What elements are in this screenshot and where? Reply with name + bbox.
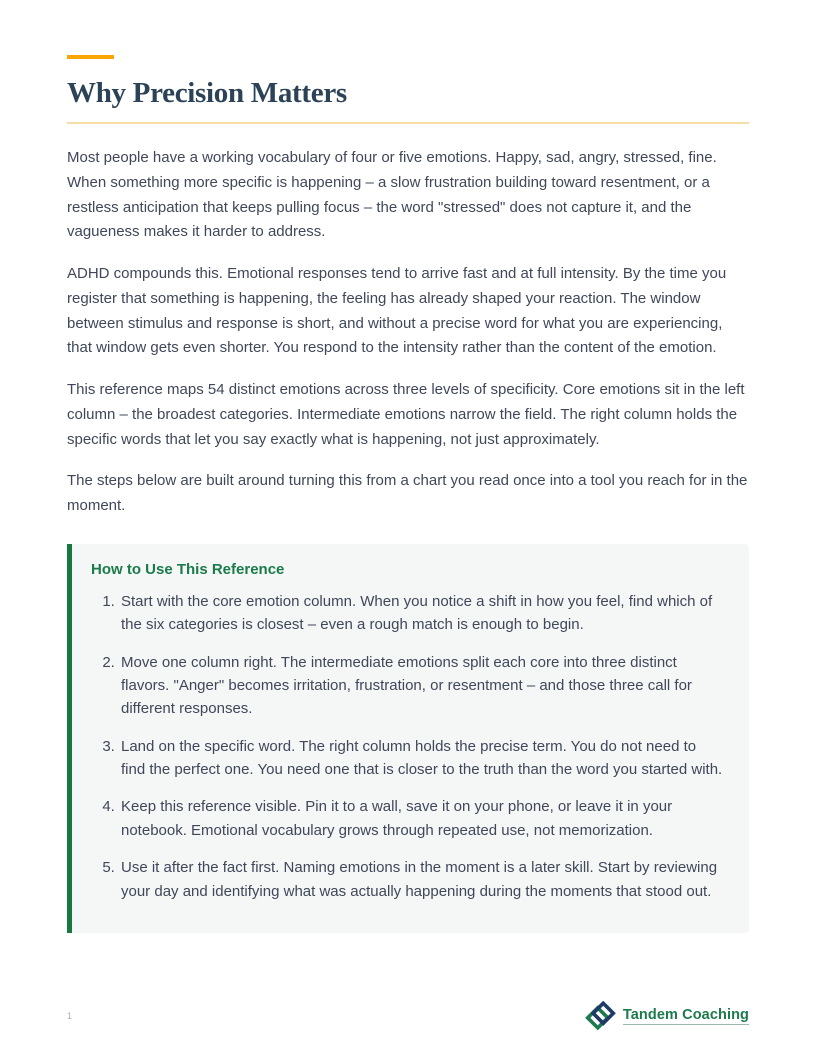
brand-name: Tandem Coaching	[622, 1007, 749, 1023]
callout-steps-list	[91, 590, 723, 903]
callout-step-4: 4. Keep this reference visible. Pin it to a wall, save it on your phone, or leave it in your notebook. Emotional vocabulary grows through repeated use, not memorization.	[119, 795, 723, 842]
page-number: 1	[67, 1011, 73, 1021]
paragraph-vocabulary: Most people have a working vocabulary of four or five emotions. Happy, sad, angry, stressed, fine. When something more specific is happening – a slow frustration building toward resentment, or a restless anticipation that keeps pulling focus – the word "stressed" does not capture it, and the vagueness makes it harder to address.	[67, 149, 717, 241]
callout-step-3: 3. Land on the specific word. The right column holds the precise term. You do not need to find the perfect one. You need one that is closer to the truth than the word you started with.	[119, 735, 723, 782]
callout-step-5: 5. Use it after the fact first. Naming emotions in the moment is a later skill. Start by reviewing your day and identifying what was actually happening during the moments that stood out.	[119, 856, 723, 903]
paragraph-reference-map: This reference maps 54 distinct emotions across three levels of specificity. Core emotions sit in the left column – the broadest categories. Intermediate emotions narrow the field. The right column holds the specific words that let you say exactly what is happening, not just approximately.	[67, 381, 745, 448]
tandem-interlocked-diamonds-icon	[585, 1001, 616, 1031]
paragraph-steps-intro: The steps below are built around turning this from a chart you read once into a tool you reach for in the moment.	[67, 472, 748, 514]
brand-link[interactable]	[585, 1001, 749, 1031]
how-to-use-callout	[67, 544, 749, 933]
paragraph-adhd: ADHD compounds this. Emotional responses tend to arrive fast and at full intensity. By the time you register that something is happening, the feeling has already shaped your reaction. The window between stimulus and response is short, and without a precise word for what you are experiencing, that window gets even shorter. You respond to the intensity rather than the content of the emotion.	[67, 265, 727, 357]
page-title: Why Precision Matters	[67, 77, 347, 109]
accent-bar	[67, 55, 114, 59]
callout-step-2: 2. Move one column right. The intermediate emotions split each core into three distinct flavors. "Anger" becomes irritation, frustration, or resentment – and those three call for different responses.	[119, 651, 723, 721]
page-footer	[67, 998, 749, 1034]
callout-step-1: 1. Start with the core emotion column. When you notice a shift in how you feel, find which of the six categories is closest – even a rough match is enough to begin.	[119, 590, 723, 637]
callout-heading: How to Use This Reference	[91, 560, 285, 578]
title-divider	[67, 122, 749, 124]
